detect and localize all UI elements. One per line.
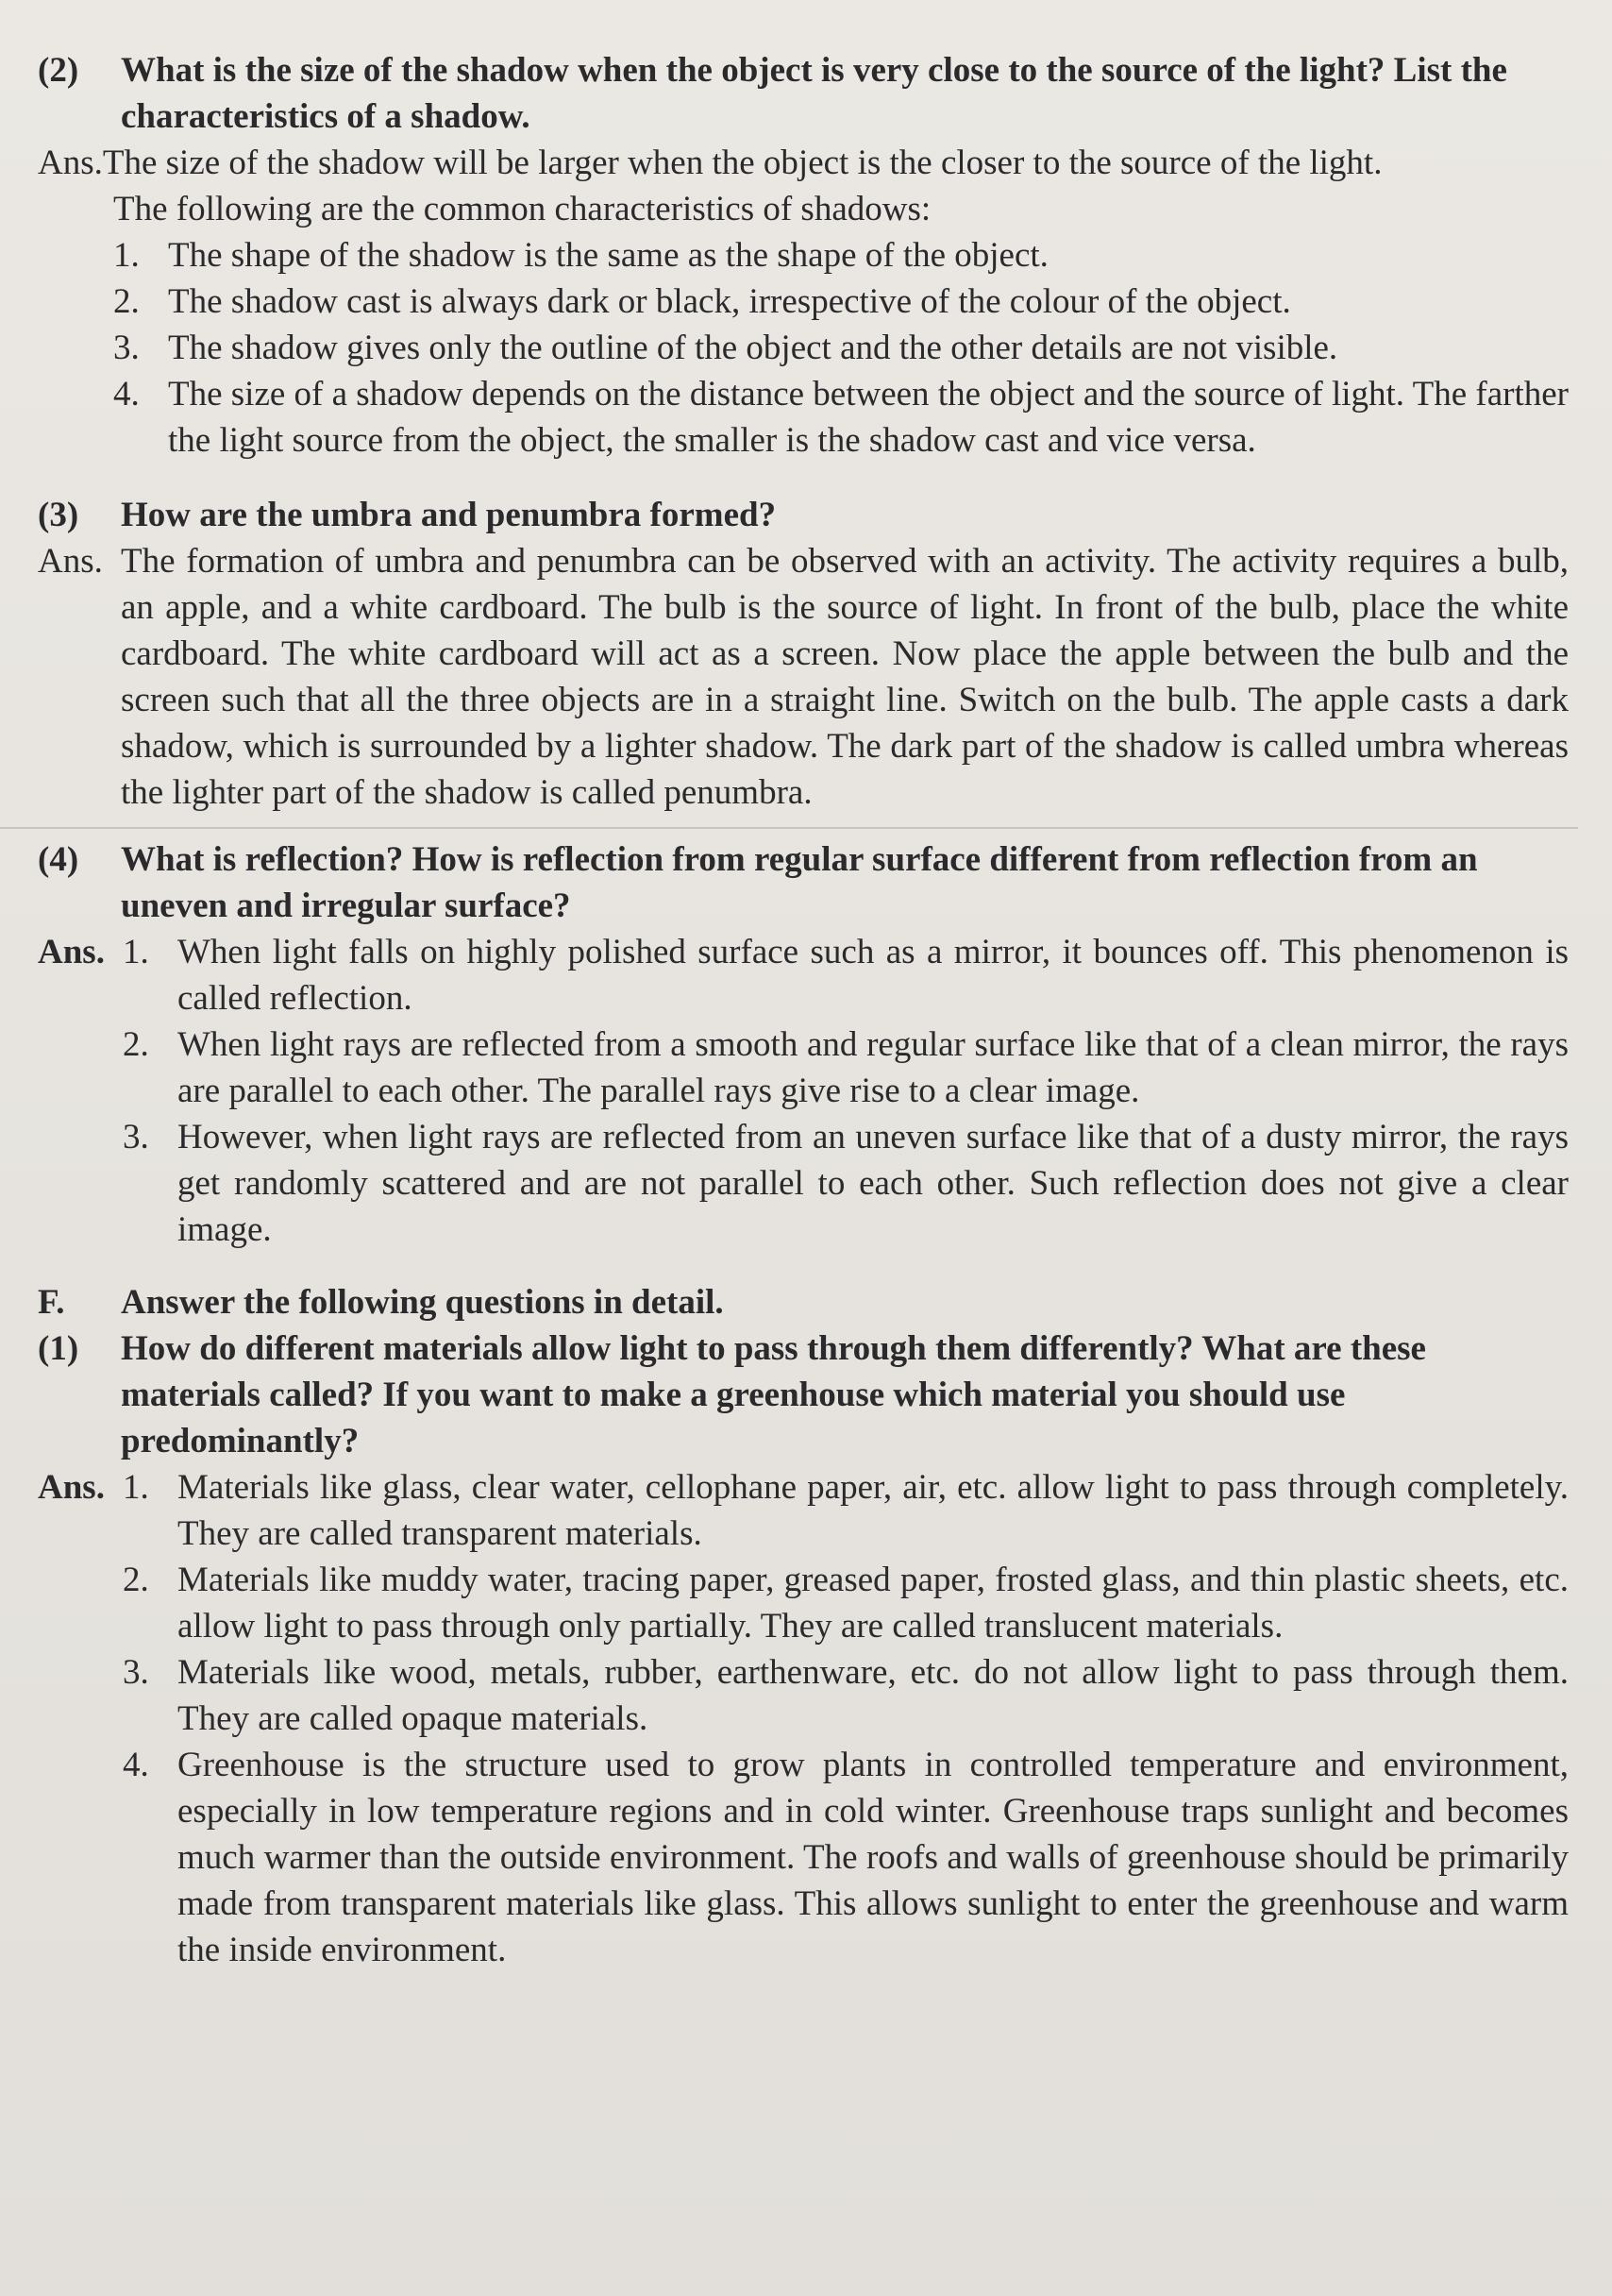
list-item: 1. When light falls on highly polished surface such as a mirror, it bounces off. This phenomenon is called reflection. bbox=[123, 933, 1569, 1018]
answer-label: Ans. bbox=[38, 1468, 105, 1507]
list-item: 1. The shape of the shadow is the same as the shape of the object. bbox=[113, 236, 1049, 275]
answer-label: Ans. bbox=[38, 144, 103, 182]
section-f-heading bbox=[38, 1279, 1569, 1325]
question-text: How are the umbra and penumbra formed? bbox=[121, 496, 777, 534]
characteristics-list bbox=[38, 232, 1569, 464]
list-item: 4. The size of a shadow depends on the distance between the object and the source of light. The farther the light source from the object, the smaller is the shadow cast and vice versa. bbox=[113, 375, 1569, 460]
question-4 bbox=[38, 836, 1569, 929]
question-number: (2) bbox=[38, 51, 79, 90]
answer-3 bbox=[38, 538, 1569, 816]
answer-4 bbox=[38, 929, 1569, 1253]
list-item: 4. Greenhouse is the structure used to grow plants in controlled temperature and environment, especially in low temperature regions and in cold winter. Greenhouse traps sunlight and becomes much warmer than the outside environment. The roofs and walls of greenhouse should be primarily made from transparent materials like glass. This allows sunlight to enter the greenhouse and warm the inside environment. bbox=[123, 1746, 1569, 1969]
question-f1 bbox=[38, 1325, 1569, 1464]
question-number: (4) bbox=[38, 840, 79, 879]
section-label: F. bbox=[38, 1283, 65, 1322]
question-text: What is the size of the shadow when the object is very close to the source of the light? List the characteristics of a shadow. bbox=[121, 51, 1507, 136]
list-item: 3. However, when light rays are reflected from an uneven surface like that of a dusty mirror, the rays get randomly scattered and are not parallel to each other. Such reflection does not give a clear image. bbox=[123, 1118, 1569, 1249]
answer-2-intro bbox=[38, 140, 1569, 186]
characteristics-lead: The following are the common characteristics of shadows: bbox=[113, 190, 932, 228]
answer-text: The formation of umbra and penumbra can be observed with an activity. The activity requires a bulb, an apple, and a white cardboard. The bulb is the source of light. In front of the bulb, place the white cardboard. The white cardboard will act as a screen. Now place the apple between the bulb and the screen such that all the three objects are in a straight line. Switch on the bulb. The apple casts a dark shadow, which is surrounded by a lighter shadow. The dark part of the shadow is called umbra whereas the lighter part of the shadow is called penumbra. bbox=[121, 542, 1569, 812]
reflection-list bbox=[123, 929, 1569, 1253]
section-title: Answer the following questions in detail. bbox=[121, 1283, 724, 1322]
question-number: (1) bbox=[38, 1329, 79, 1368]
list-item: 3. Materials like wood, metals, rubber, earthenware, etc. do not allow light to pass through them. They are called opaque materials. bbox=[123, 1653, 1569, 1738]
materials-list bbox=[123, 1464, 1569, 1973]
answer-f1 bbox=[38, 1464, 1569, 1973]
answer-text: The size of the shadow will be larger when the object is the closer to the source of the light. bbox=[102, 144, 1383, 182]
question-3 bbox=[38, 492, 1569, 538]
list-item: 2. The shadow cast is always dark or black, irrespective of the colour of the object. bbox=[113, 282, 1291, 321]
question-number: (3) bbox=[38, 496, 79, 534]
list-item: 3. The shadow gives only the outline of the object and the other details are not visible. bbox=[113, 329, 1338, 367]
question-text: How do different materials allow light to pass through them differently? What are these materials called? If you want to make a greenhouse which material you should use predominantly? bbox=[121, 1329, 1426, 1460]
question-2 bbox=[38, 47, 1569, 140]
list-item: 1. Materials like glass, clear water, cellophane paper, air, etc. allow light to pass through completely. They are called transparent materials. bbox=[123, 1468, 1569, 1553]
list-item: 2. When light rays are reflected from a smooth and regular surface like that of a clean mirror, the rays are parallel to each other. The parallel rays give rise to a clear image. bbox=[123, 1025, 1569, 1110]
list-item: 2. Materials like muddy water, tracing paper, greased paper, frosted glass, and thin plastic sheets, etc. allow light to pass through only partially. They are called translucent materials. bbox=[123, 1561, 1569, 1646]
answer-label: Ans. bbox=[38, 542, 103, 581]
answer-label: Ans. bbox=[38, 933, 105, 971]
question-text: What is reflection? How is reflection from regular surface different from reflection from an uneven and irregular surface? bbox=[121, 840, 1478, 925]
divider bbox=[0, 827, 1578, 829]
